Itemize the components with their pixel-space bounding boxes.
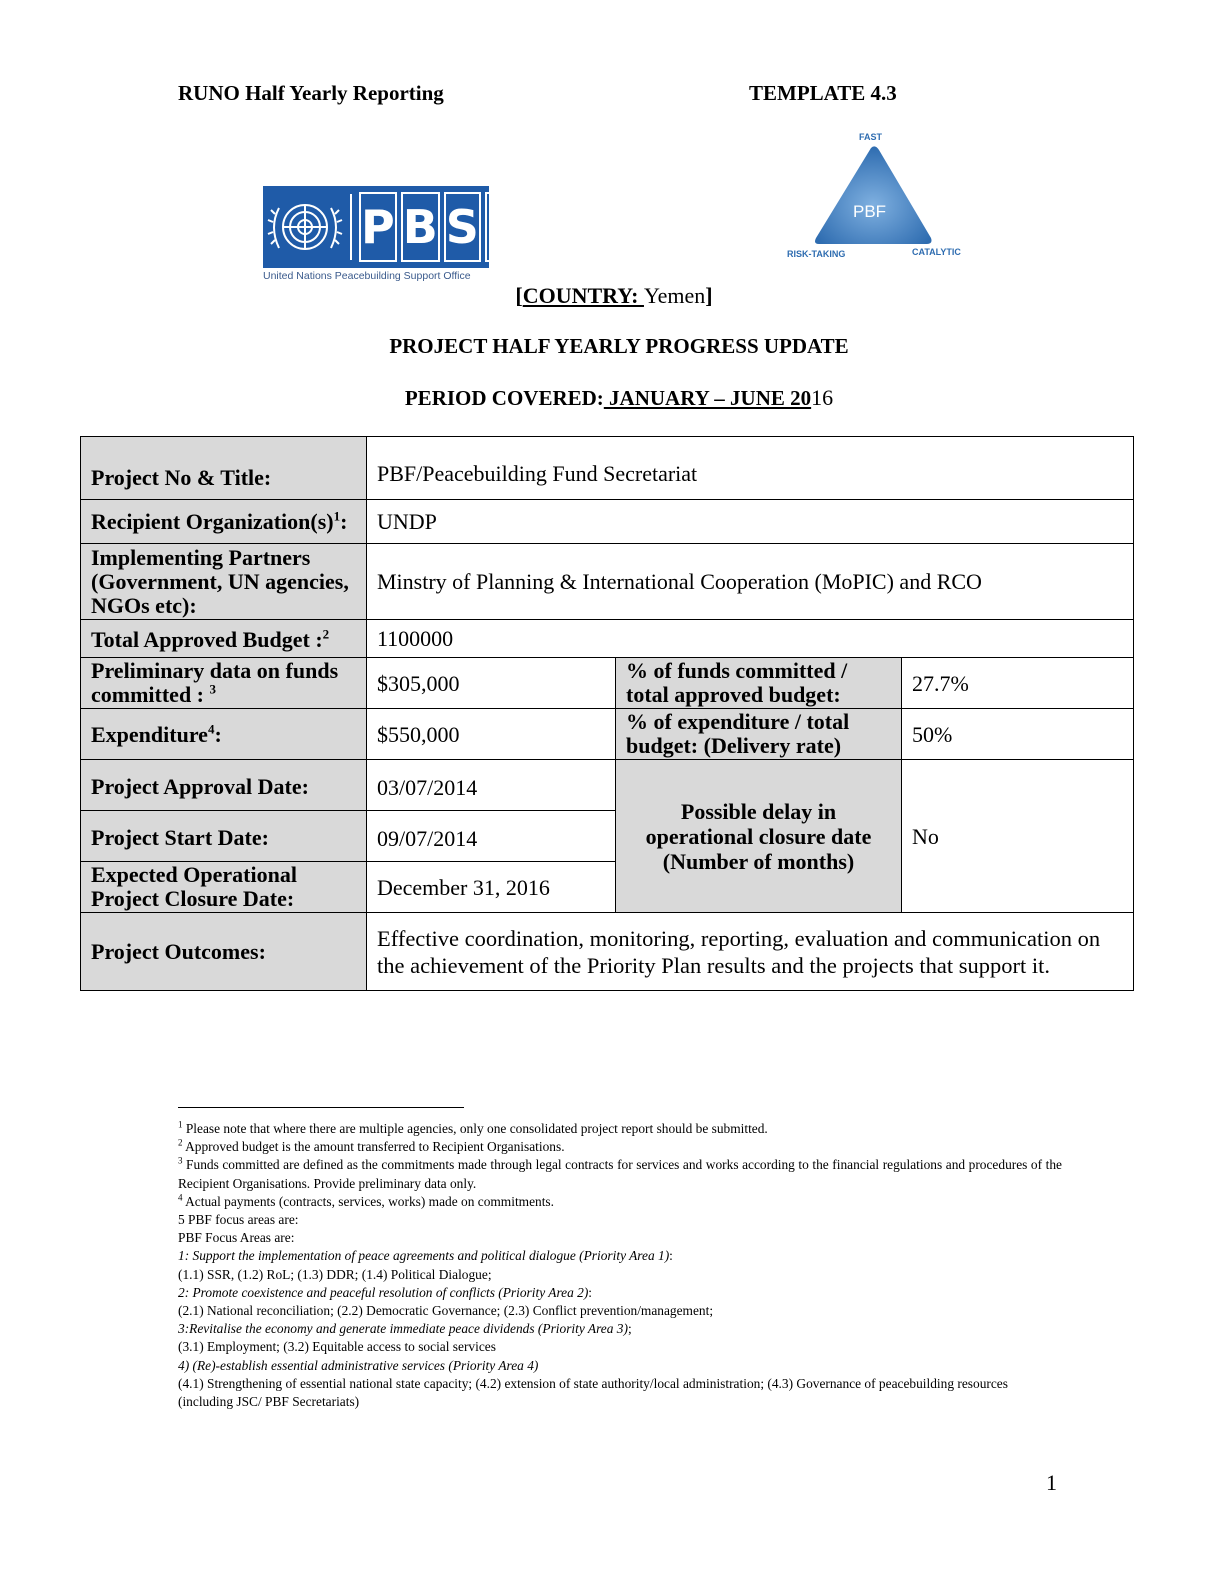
delay-value: No xyxy=(902,760,1134,913)
country-line xyxy=(0,283,1224,309)
pbf-triangle-icon xyxy=(785,128,965,263)
footnote-3: $^3$ Funds committed are defined as the commitments made through legal contracts for services and works according to the financial regulations and procedures of the Recipient Organisations. Provide preliminary data only. xyxy=(178,1155,1062,1191)
start-date-label: Project Start Date: xyxy=(81,811,367,862)
footnote-ref-3: 3 xyxy=(209,681,217,697)
page-number: 1 xyxy=(1046,1470,1057,1495)
pbf-label-top: FAST xyxy=(859,132,883,142)
country-open-bracket: [ xyxy=(515,283,523,308)
project-title-label: Project No & Title: xyxy=(81,437,367,500)
footnote-ref-4: 4 xyxy=(207,721,215,737)
budget-label: Total Approved Budget :$^2$ xyxy=(81,620,367,658)
footnote-separator xyxy=(178,1107,464,1108)
focus-area-1: 1: Support the implementation of peace agreements and political dialogue (Priority Area 1): xyxy=(178,1248,673,1264)
table-row xyxy=(81,760,1134,811)
pbso-logo-box xyxy=(263,186,527,268)
footnote-4: $^4$ Actual payments (contracts, services, works) made on commitments. xyxy=(178,1192,554,1209)
table-row xyxy=(81,709,1134,760)
footnote-1: $^1$ Please note that where there are multiple agencies, only one consolidated project report should be submitted. xyxy=(178,1119,768,1136)
period-underlined: JANUARY – JUNE 20 xyxy=(603,386,812,410)
footnote-ref-1: 1 xyxy=(333,508,341,524)
table-row xyxy=(81,500,1134,544)
country-close-bracket: ] xyxy=(705,283,713,308)
approval-date-label: Project Approval Date: xyxy=(81,760,367,811)
period-rest: 16 xyxy=(811,385,834,410)
footnote-ref-2: 2 xyxy=(322,626,330,642)
pbso-letter-s: S xyxy=(444,192,481,262)
focus-intro: 5 PBF focus areas are: xyxy=(178,1212,299,1228)
pbf-label-right: CATALYTIC xyxy=(912,247,961,257)
country-label: COUNTRY: xyxy=(522,283,644,308)
pbf-label-center: PBF xyxy=(853,202,887,221)
project-title-value: PBF/Peacebuilding Fund Secretariat xyxy=(367,437,1134,500)
table-row xyxy=(81,437,1134,500)
recipient-value: UNDP xyxy=(367,500,1134,544)
header-right: TEMPLATE 4.3 xyxy=(749,81,897,105)
closure-date-value: December 31, 2016 xyxy=(367,862,616,913)
budget-value: 1100000 xyxy=(367,620,1134,658)
project-info-table xyxy=(80,436,1134,991)
expenditure-pct-label: % of expenditure / total budget: (Delivery rate) xyxy=(616,709,902,760)
expenditure-pct-value: 50% xyxy=(902,709,1134,760)
approval-date-value: 03/07/2014 xyxy=(367,760,616,811)
pbso-logo xyxy=(263,186,527,286)
recipient-label: Recipient $Organization(s)^1$: xyxy=(81,500,367,544)
expenditure-value: $550,000 xyxy=(367,709,616,760)
delay-label: Possible delay in operational closure date (Number of months) xyxy=(616,760,902,913)
focus-area-4-items: (4.1) Strengthening of essential national state capacity; (4.2) extension of state authority/local administration; (4.3) Governance of peacebuilding resources (including JSC/ PBF Secretariats) xyxy=(178,1375,1008,1410)
pbso-letter-b: B xyxy=(401,192,440,262)
start-date-value: 09/07/2014 xyxy=(367,811,616,862)
committed-label: Preliminary data on funds committed : $^3$ xyxy=(81,658,367,709)
focus-area-4: 4) (Re)-establish essential administrative services (Priority Area 4) xyxy=(178,1357,539,1373)
table-row xyxy=(81,913,1134,991)
table-row xyxy=(81,658,1134,709)
period-covered xyxy=(0,385,1224,411)
committed-pct-label: % of funds committed / total approved budget: xyxy=(616,658,902,709)
expenditure-label: Expenditure$^4$: xyxy=(81,709,367,760)
country-value: Yemen xyxy=(643,283,706,308)
committed-pct-value: 27.7% xyxy=(902,658,1134,709)
pbf-logo xyxy=(785,128,965,263)
footnotes xyxy=(178,1120,1062,1411)
pbso-caption: United Nations Peacebuilding Support Office xyxy=(263,270,471,282)
focus-area-3: 3:Revitalise the economy and generate immediate peace dividends (Priority Area 3); xyxy=(178,1321,632,1337)
committed-value: $305,000 xyxy=(367,658,616,709)
table-row xyxy=(81,544,1134,620)
pbso-letter-p: P xyxy=(359,192,397,262)
header-left: RUNO Half Yearly Reporting xyxy=(178,81,444,105)
pbf-label-left: RISK-TAKING xyxy=(787,249,846,259)
document-title: PROJECT HALF YEARLY PROGRESS UPDATE xyxy=(389,334,849,358)
focus-area-3-items: (3.1) Employment; (3.2) Equitable access to social services xyxy=(178,1339,496,1355)
partners-value: Minstry of Planning & International Cooperation (MoPIC) and RCO xyxy=(367,544,1134,620)
table-row xyxy=(81,620,1134,658)
partners-label: Implementing Partners (Government, UN agencies, NGOs etc): xyxy=(81,544,367,620)
outcomes-value: Effective coordination, monitoring, reporting, evaluation and communication on the achievement of the Priority Plan results and the projects that support it. xyxy=(367,913,1134,991)
focus-area-2-items: (2.1) National reconciliation; (2.2) Democratic Governance; (2.3) Conflict prevention/management; xyxy=(178,1303,714,1319)
focus-area-1-items: (1.1) SSR, (1.2) RoL; (1.3) DDR; (1.4) Political Dialogue; xyxy=(178,1266,492,1282)
closure-date-label: Expected Operational Project Closure Date: xyxy=(81,862,367,913)
footnote-2: $^2$ Approved budget is the amount transferred to Recipient Organisations. xyxy=(178,1137,565,1155)
outcomes-label: Project Outcomes: xyxy=(81,913,367,991)
focus-heading: PBF Focus Areas are: xyxy=(178,1230,295,1246)
pbso-letter-o: O xyxy=(485,192,528,262)
focus-area-2: 2: Promote coexistence and peaceful resolution of conflicts (Priority Area 2): xyxy=(178,1284,593,1300)
period-label: PERIOD COVERED: xyxy=(404,386,604,410)
